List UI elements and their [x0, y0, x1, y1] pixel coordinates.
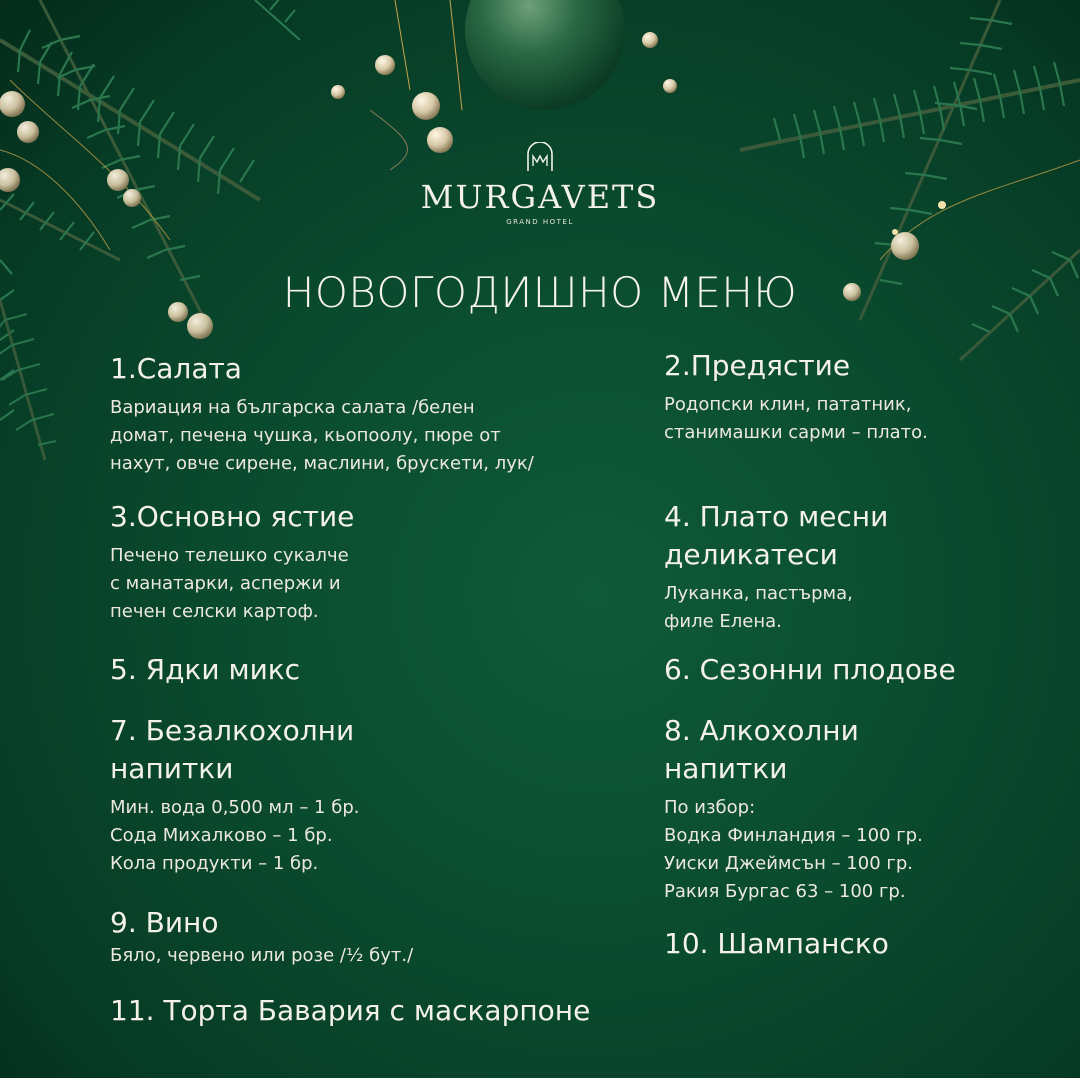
section-body: Мин. вода 0,500 мл – 1 бр. Сода Михалково – 1 бр. Кола продукти – 1 бр.: [110, 797, 360, 874]
menu-section-nuts: [110, 651, 300, 689]
section-heading: 10. Шампанско: [664, 927, 889, 960]
menu-section-alcohol: [664, 712, 923, 906]
menu-section-main-course: [110, 498, 354, 626]
section-heading: 1.Салата: [110, 352, 242, 385]
menu-section-fruits: [664, 651, 956, 689]
section-body: Печено телешко сукалче с манатарки, аспержи и печен селски картоф.: [110, 545, 349, 622]
section-heading: 6. Сезонни плодове: [664, 653, 956, 686]
menu-section-appetizer: [664, 347, 928, 447]
menu-section-meat-platter: [664, 498, 888, 636]
brand-subtitle: GRAND HOTEL: [506, 218, 574, 226]
menu-title: НОВОГОДИШНО МЕНЮ: [282, 268, 798, 317]
section-body: По избор: Водка Финландия – 100 гр. Уиски Джеймсън – 100 гр. Ракия Бургас 63 – 100 гр.: [664, 797, 923, 902]
menu-section-soft-drinks: [110, 712, 359, 878]
section-heading: 3.Основно ястие: [110, 500, 355, 533]
brand-name: MURGAVETS: [420, 178, 660, 216]
section-heading: 8. Алкохолни напитки: [664, 714, 859, 785]
section-body: Бяло, червено или розе /½ бут./: [110, 945, 414, 966]
section-heading: 11. Торта Бавария с маскарпоне: [110, 994, 591, 1027]
section-body: Луканка, пастърма, филе Елена.: [664, 583, 853, 632]
section-body: Вариация на българска салата /белен домат, печена чушка, кьопоолу, пюре от нахут, овче сирене, маслини, брускети, лук/: [110, 397, 534, 474]
menu-section-champagne: [664, 925, 889, 963]
section-heading: 5. Ядки микс: [110, 653, 301, 686]
section-heading: 9. Вино: [110, 906, 219, 939]
menu-section-cake: [110, 992, 590, 1030]
menu-section-salad: [110, 350, 534, 478]
hotel-logo: [0, 142, 1080, 226]
section-heading: 2.Предястие: [664, 349, 851, 382]
logo-arch-icon: [525, 142, 555, 172]
menu-section-wine: [110, 904, 413, 970]
section-body: Родопски клин, пататник, станимашки сарми – плато.: [664, 394, 928, 443]
section-heading: 7. Безалкохолни напитки: [110, 714, 355, 785]
section-heading: 4. Плато месни деликатеси: [664, 500, 889, 571]
